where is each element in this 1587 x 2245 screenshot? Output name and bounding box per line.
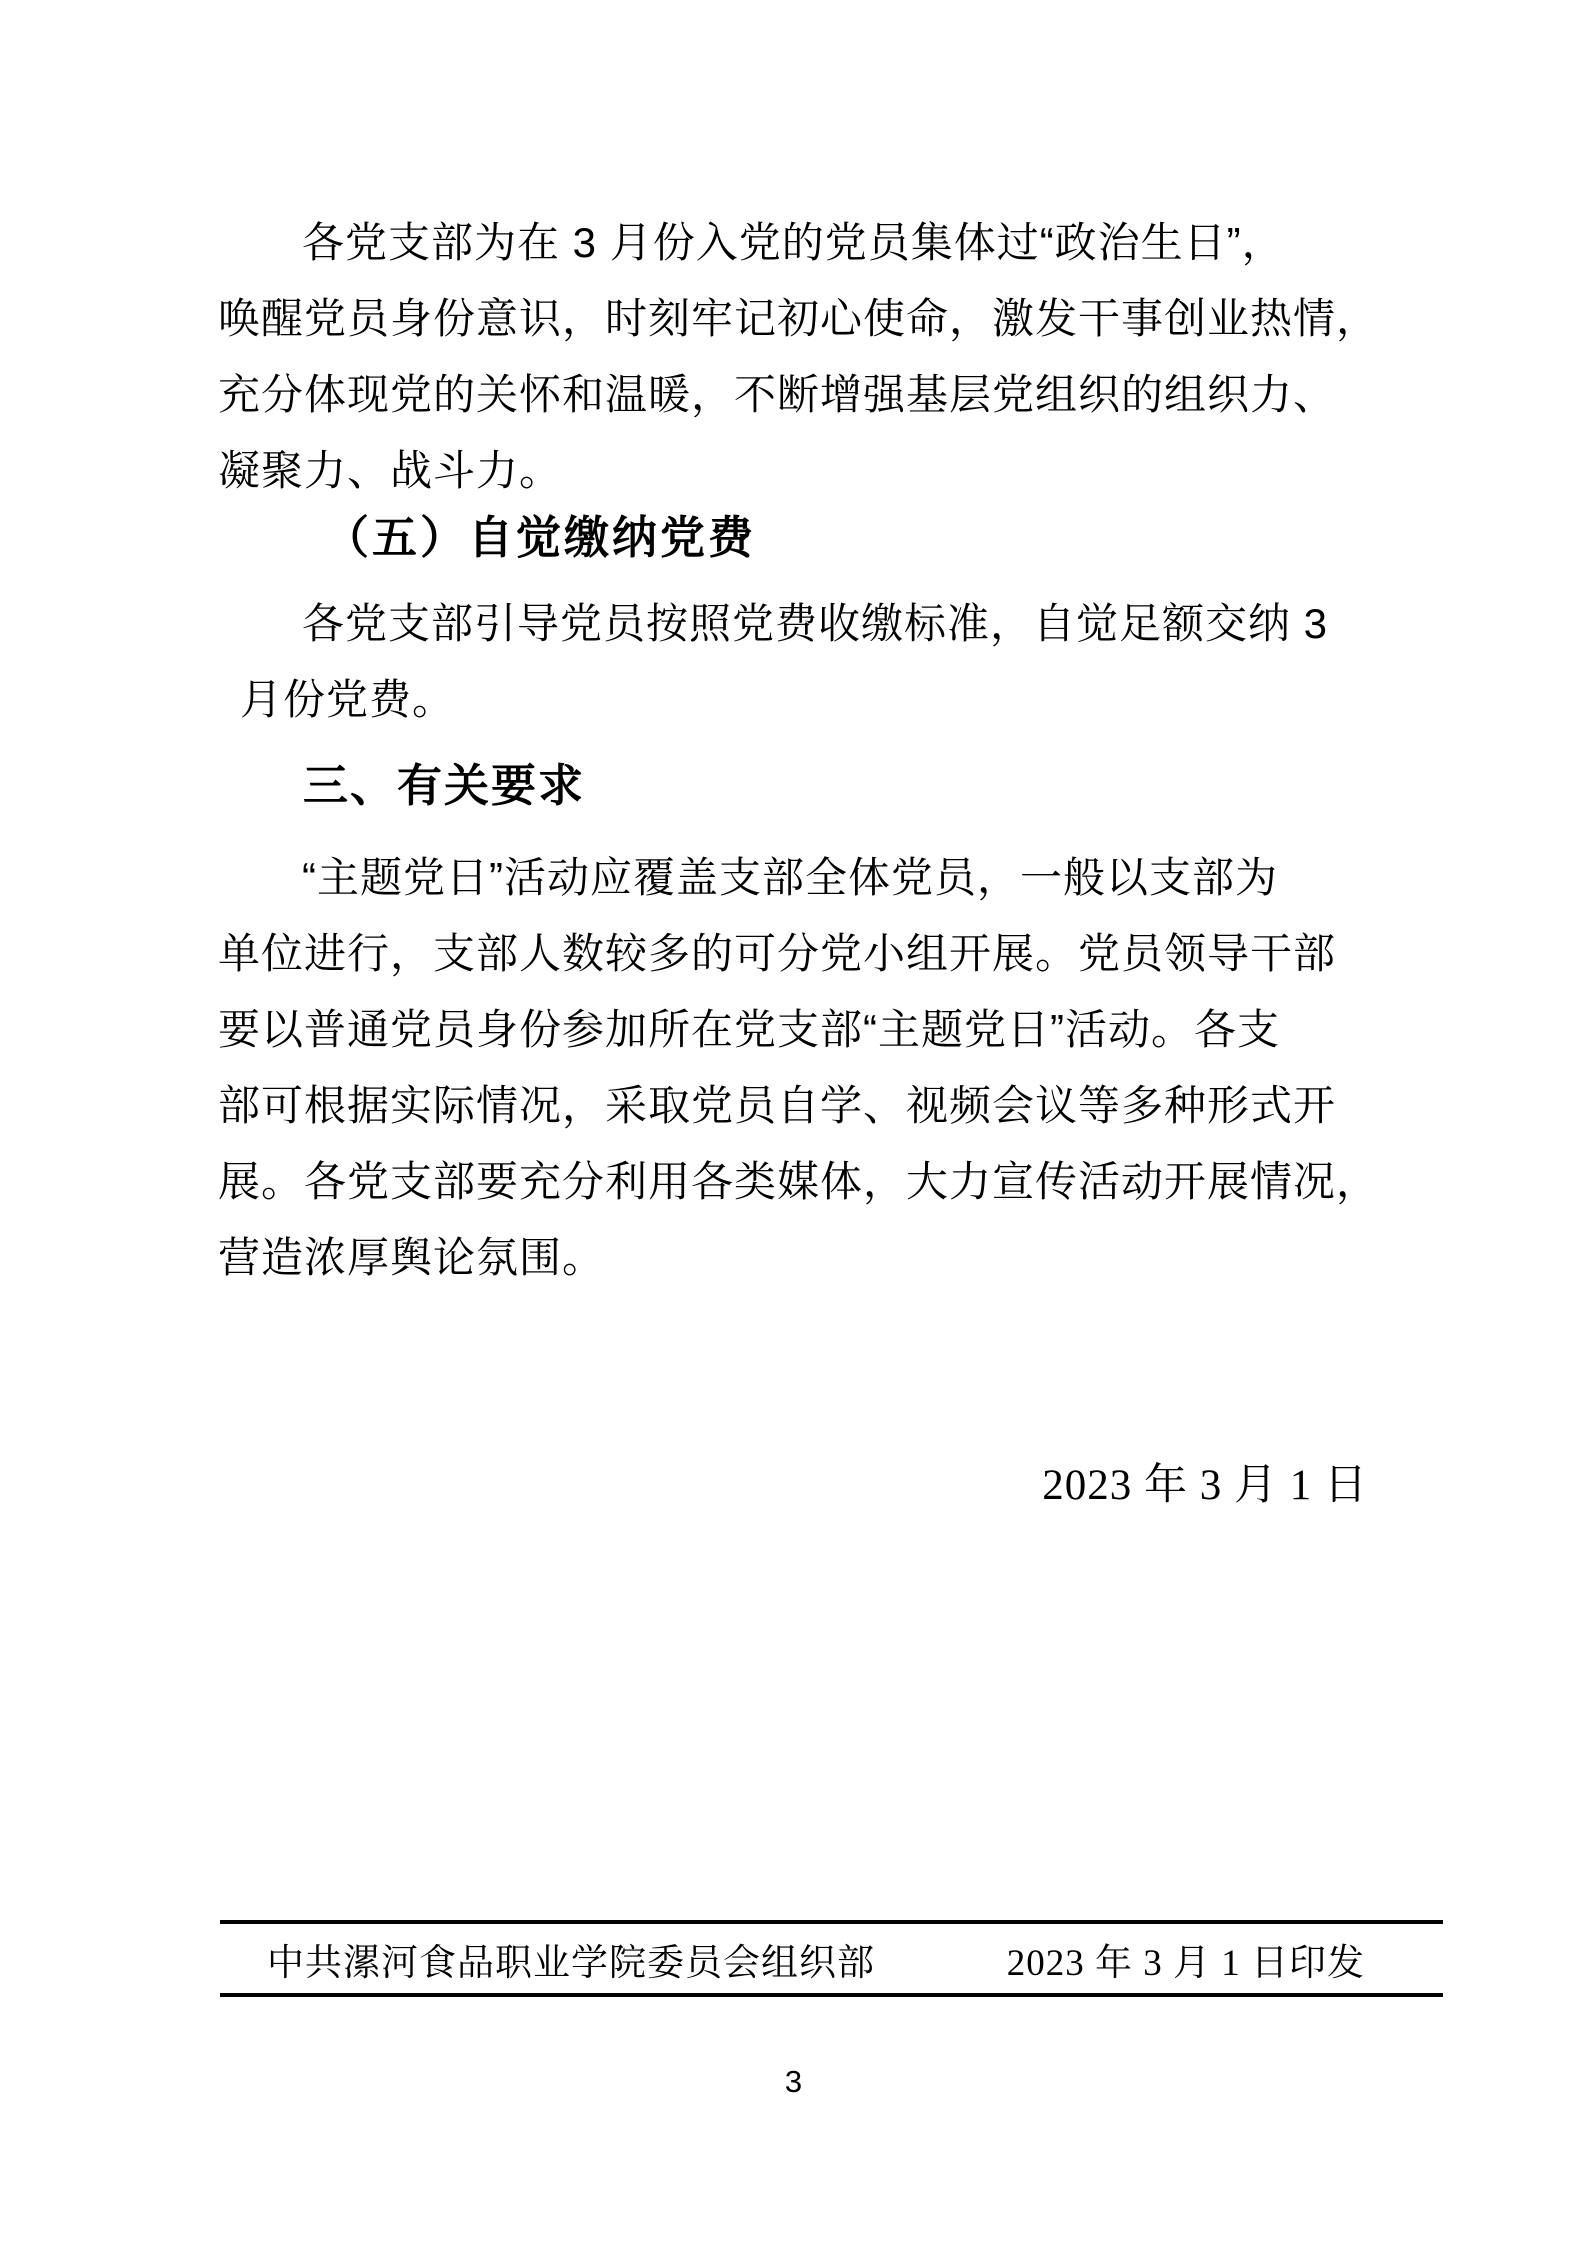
text-line: 单位进行，支部人数较多的可分党小组开展。党员领导干部 xyxy=(218,930,1337,977)
section-heading-3-wrap xyxy=(218,748,1398,824)
text-line: 展。各党支部要充分利用各类媒体，大力宣传活动开展情况， xyxy=(218,1158,1380,1205)
text-line: 部可根据实际情况，采取党员自学、视频会议等多种形式开 xyxy=(218,1082,1337,1129)
footer-bottom-rule xyxy=(220,1993,1443,1997)
section-heading-requirements: 三、有关要求 xyxy=(303,760,586,811)
text-line: 唤醒党员身份意识，时刻牢记初心使命，激发干事创业热情， xyxy=(218,295,1380,342)
text-line: 营造浓厚舆论氛围。 xyxy=(218,1234,606,1281)
footer-issuing-row xyxy=(220,1924,1443,1993)
page-number: 3 xyxy=(784,2064,803,2099)
text-line: 充分体现党的关怀和温暖，不断增强基层党组织的组织力、 xyxy=(218,371,1337,418)
document-date: 2023 年 3 月 1 日 xyxy=(1042,1462,1368,1509)
section-heading-5-wrap xyxy=(218,500,1398,576)
text-line: 凝聚力、战斗力。 xyxy=(218,447,563,494)
paragraph-political-birthday xyxy=(218,205,1398,509)
text-line: 各党支部引导党员按照党费收缴标准，自觉足额交纳 3 xyxy=(302,600,1329,647)
paragraph-party-dues xyxy=(218,586,1398,738)
footer-issuer: 中共漯河食品职业学院委员会组织部 xyxy=(267,1942,875,1984)
footer-print-date: 2023 年 3 月 1 日印发 xyxy=(1006,1942,1365,1984)
section-heading-pay-dues: （五）自觉缴纳党费 xyxy=(324,511,757,564)
text-line: “主题党日”活动应覆盖支部全体党员，一般以支部为 xyxy=(302,854,1278,901)
paragraph-requirements xyxy=(218,840,1398,1296)
text-line: 要以普通党员身份参加所在党支部“主题党日”活动。各支 xyxy=(218,1006,1280,1053)
text-line: 各党支部为在 3 月份入党的党员集体过“政治生日”， xyxy=(302,219,1285,266)
text-line: 月份党费。 xyxy=(240,676,456,723)
